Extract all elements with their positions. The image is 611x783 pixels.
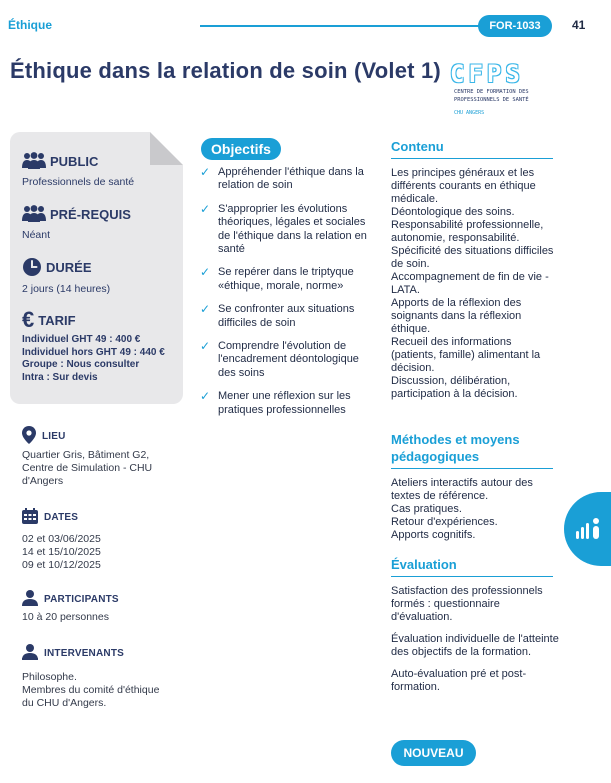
duree-label: DURÉE <box>46 259 92 275</box>
euro-icon: € <box>22 307 35 332</box>
tarif-line: Individuel GHT 49 : 400 € <box>22 334 141 345</box>
checkmark-icon: ✓ <box>200 339 211 354</box>
tarif-line: Intra : Sur devis <box>22 371 98 383</box>
list-item <box>200 340 370 380</box>
presenter-icon <box>22 644 38 663</box>
objectif-text: Se repérer dans le triptyque «éthique, morale, norme» <box>218 266 354 292</box>
list-item <box>200 166 370 193</box>
course-code-badge: FOR-1033 <box>478 15 552 37</box>
intervenant-line: Membres du comité d'éthique <box>22 684 160 696</box>
participants-value: 10 à 20 personnes <box>22 611 109 623</box>
tarif-block <box>22 307 165 384</box>
header-rule <box>200 25 500 27</box>
location-pin-icon <box>22 426 36 447</box>
intervenant-line: du CHU d'Angers. <box>22 697 107 709</box>
checkmark-icon: ✓ <box>200 165 211 179</box>
public-block <box>22 152 134 189</box>
lieu-line: Quartier Gris, Bâtiment G2, <box>22 449 150 461</box>
objectifs-list <box>200 166 370 427</box>
list-item <box>200 303 370 330</box>
page-title: Éthique dans la relation de soin (Volet 1) <box>10 58 441 83</box>
logo-chu: CHU ANGERS <box>454 110 485 116</box>
contenu-line: Déontologique des soins. <box>391 206 515 218</box>
objectif-text: S'approprier les évolutions théoriques, légales et sociales de l'éthique dans la relation en santé <box>218 202 367 256</box>
list-item <box>200 266 370 293</box>
methode-line: Ateliers interactifs autour des textes de référence. <box>391 477 533 502</box>
section-rule <box>391 468 553 469</box>
evaluation-text <box>391 585 559 694</box>
public-value: Professionnels de santé <box>22 176 135 188</box>
dates-label: DATES <box>44 512 79 523</box>
intervenant-line: Philosophe. <box>22 671 77 683</box>
checkmark-icon: ✓ <box>200 201 211 216</box>
participants-block <box>22 590 119 624</box>
objectif-text: Comprendre l'évolution de l'encadrement déontologique des soins <box>218 340 359 379</box>
evaluation-paragraph: Évaluation individuelle de l'atteinte des objectifs de la formation. <box>391 633 559 658</box>
public-label: PUBLIC <box>50 153 99 169</box>
contenu-line: Accompagnement de fin de vie - LATA. <box>391 271 549 296</box>
list-item <box>200 203 370 257</box>
contenu-text <box>391 167 559 401</box>
methode-line: Retour d'expériences. <box>391 516 498 528</box>
objectif-text: Appréhender l'éthique dans la relation de soin <box>218 166 364 192</box>
group-icon <box>22 152 46 170</box>
date-line: 09 et 10/12/2025 <box>22 559 101 571</box>
intervenants-label: INTERVENANTS <box>44 648 125 659</box>
duree-block <box>22 257 110 296</box>
objectif-text: Se confronter aux situations difficiles de soin <box>218 303 355 329</box>
checkmark-icon: ✓ <box>200 265 211 280</box>
cfps-logo <box>450 60 565 116</box>
participants-label: PARTICIPANTS <box>44 594 119 605</box>
prerequis-value: Néant <box>22 229 51 241</box>
prerequis-block <box>22 205 131 242</box>
duree-value: 2 jours (14 heures) <box>22 283 111 295</box>
tarif-label: TARIF <box>38 312 76 328</box>
nouveau-badge: NOUVEAU <box>391 740 476 766</box>
checkmark-icon: ✓ <box>200 389 211 404</box>
section-rule <box>391 158 553 159</box>
contenu-heading: Contenu <box>391 139 444 154</box>
calendar-icon <box>22 508 38 527</box>
lieu-line: d'Angers <box>22 475 64 487</box>
objectifs-heading: Objectifs <box>201 138 281 160</box>
card-page-fold <box>150 132 183 165</box>
contenu-line: Les principes généraux et les différents courants en éthique médicale. <box>391 167 536 205</box>
section-rule <box>391 576 553 577</box>
lieu-block <box>22 426 152 488</box>
methodes-text <box>391 477 559 542</box>
contenu-line: Apports de la réflexion des soignants dans la réflexion éthique. <box>391 297 522 335</box>
lieu-line: Centre de Simulation - CHU <box>22 462 153 474</box>
tarif-line: Individuel hors GHT 49 : 440 € <box>22 346 165 358</box>
prerequis-label: PRÉ-REQUIS <box>50 206 131 222</box>
methode-line: Cas pratiques. <box>391 503 462 515</box>
tarif-line: Groupe : Nous consulter <box>22 359 140 370</box>
list-item <box>200 390 370 417</box>
page-number: 41 <box>572 18 586 32</box>
section-label: Éthique <box>8 18 52 32</box>
lieu-label: LIEU <box>42 431 66 442</box>
evaluation-paragraph: Auto-évaluation pré et post-formation. <box>391 668 527 693</box>
logo-line1: CENTRE DE FORMATION DES <box>454 89 529 95</box>
dates-block <box>22 508 101 572</box>
contenu-line: Responsabilité professionnelle, autonomie, responsabilité. <box>391 219 544 244</box>
logo-acronym: CFPS <box>450 60 524 88</box>
evaluation-paragraph: Satisfaction des professionnels formés : questionnaire d'évaluation. <box>391 585 543 623</box>
checkmark-icon: ✓ <box>200 302 211 317</box>
date-line: 02 et 03/06/2025 <box>22 533 101 545</box>
accessibility-tab[interactable] <box>564 492 611 566</box>
accessibility-icon <box>576 517 602 546</box>
objectif-text: Mener une réflexion sur les pratiques professionnelles <box>218 390 351 416</box>
date-line: 14 et 15/10/2025 <box>22 546 101 558</box>
contenu-line: Spécificité des situations difficiles de soin. <box>391 245 554 270</box>
clock-icon <box>22 257 42 277</box>
contenu-line: Discussion, délibération, participation à la décision. <box>391 375 518 400</box>
evaluation-heading: Évaluation <box>391 557 457 572</box>
intervenants-block <box>22 644 159 710</box>
person-icon <box>22 590 38 609</box>
methode-line: Apports cognitifs. <box>391 529 476 541</box>
methodes-heading: Méthodes et moyens pédagogiques <box>391 432 520 464</box>
group-icon <box>22 205 46 223</box>
contenu-line: Recueil des informations (patients, famille) alimentant la décision. <box>391 336 541 374</box>
logo-line2: PROFESSIONNELS DE SANTÉ <box>454 97 529 103</box>
